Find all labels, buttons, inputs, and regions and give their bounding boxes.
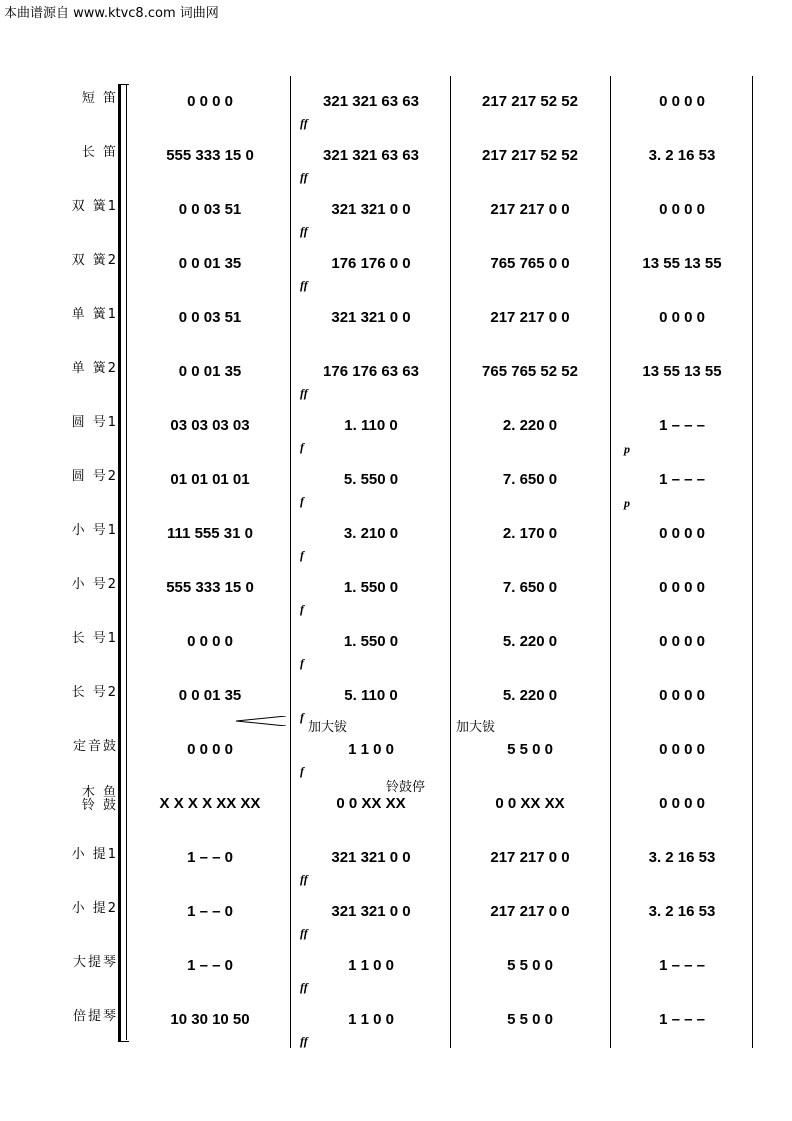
measure: 217 217 0 0 bbox=[490, 308, 570, 326]
barline bbox=[752, 508, 753, 562]
barline bbox=[450, 724, 451, 778]
bell-stop-annotation: 铃鼓停 bbox=[386, 780, 426, 795]
dynamic-mark: f bbox=[300, 602, 304, 616]
barline bbox=[610, 616, 611, 670]
barline bbox=[610, 994, 611, 1048]
measure: 0 0 0 0 bbox=[187, 92, 233, 110]
measure: 0 0 XX XX bbox=[495, 794, 565, 812]
staff-row bbox=[0, 724, 792, 778]
staff-row bbox=[0, 940, 792, 994]
dynamic-mark: ff bbox=[300, 926, 308, 940]
staff-row bbox=[0, 238, 792, 292]
staff-row bbox=[0, 670, 792, 724]
staff-row bbox=[0, 400, 792, 454]
barline bbox=[290, 994, 291, 1048]
barline bbox=[610, 778, 611, 832]
barline bbox=[450, 778, 451, 832]
dynamic-p-2: p bbox=[624, 496, 630, 510]
measure: 0 0 0 0 bbox=[659, 308, 705, 326]
measure: 1 – – – bbox=[659, 956, 705, 974]
barline bbox=[290, 346, 291, 400]
dynamic-mark: ff bbox=[300, 980, 308, 994]
measure: 0 0 0 0 bbox=[659, 740, 705, 758]
measure: 321 321 0 0 bbox=[331, 308, 411, 326]
measure: 5. 220 0 bbox=[502, 632, 558, 650]
barline bbox=[752, 670, 753, 724]
barline bbox=[450, 670, 451, 724]
barline bbox=[610, 238, 611, 292]
measure: 1 – – 0 bbox=[187, 956, 233, 974]
barline bbox=[610, 184, 611, 238]
barline bbox=[610, 670, 611, 724]
barline bbox=[610, 508, 611, 562]
measure: 217 217 0 0 bbox=[490, 848, 570, 866]
measure: 0 0 0 0 bbox=[187, 740, 233, 758]
barline bbox=[610, 724, 611, 778]
dynamic-mark: f bbox=[300, 764, 304, 778]
barline bbox=[290, 454, 291, 508]
measure: 3. 2 16 53 bbox=[648, 902, 716, 920]
measure: 1 1 0 0 bbox=[348, 740, 394, 758]
barline bbox=[610, 400, 611, 454]
barline bbox=[290, 940, 291, 994]
barline bbox=[752, 832, 753, 886]
measure: 0 0 01 35 bbox=[178, 254, 242, 272]
measure: 13 55 13 55 bbox=[642, 362, 722, 380]
barline bbox=[450, 562, 451, 616]
barline bbox=[752, 724, 753, 778]
staff-row bbox=[0, 130, 792, 184]
barline bbox=[610, 76, 611, 130]
dynamic-mark: ff bbox=[300, 224, 308, 238]
measure: 5. 550 0 bbox=[343, 470, 399, 488]
staff-row bbox=[0, 562, 792, 616]
barline bbox=[752, 562, 753, 616]
instrument-label: 双 簧2 bbox=[71, 253, 118, 268]
measure: 1 – – 0 bbox=[187, 902, 233, 920]
barline bbox=[450, 346, 451, 400]
measure: 1 1 0 0 bbox=[348, 1010, 394, 1028]
barline bbox=[290, 778, 291, 832]
barline bbox=[290, 130, 291, 184]
measure: 7. 650 0 bbox=[502, 470, 558, 488]
measure: 765 765 52 52 bbox=[482, 362, 578, 380]
measure: 0 0 0 0 bbox=[659, 200, 705, 218]
measure: 0 0 0 0 bbox=[659, 578, 705, 596]
barline bbox=[290, 238, 291, 292]
instrument-label: 定音鼓 bbox=[72, 739, 118, 754]
barline bbox=[450, 400, 451, 454]
instrument-label: 长 号1 bbox=[71, 631, 118, 646]
instrument-label: 小 提2 bbox=[71, 901, 118, 916]
measure: 321 321 63 63 bbox=[323, 146, 419, 164]
barline bbox=[752, 940, 753, 994]
staff-row bbox=[0, 832, 792, 886]
measure: 176 176 63 63 bbox=[323, 362, 419, 380]
instrument-label: 倍提琴 bbox=[72, 1009, 118, 1024]
barline bbox=[450, 508, 451, 562]
measure: 217 217 0 0 bbox=[490, 902, 570, 920]
barline bbox=[752, 76, 753, 130]
measure: 0 0 XX XX bbox=[336, 794, 406, 812]
measure: 176 176 0 0 bbox=[331, 254, 411, 272]
measure: 1 – – – bbox=[659, 416, 705, 434]
barline bbox=[752, 184, 753, 238]
measure: 5 5 0 0 bbox=[507, 740, 553, 758]
instrument-label: 长 号2 bbox=[71, 685, 118, 700]
instrument-label: 圆 号2 bbox=[71, 469, 118, 484]
dynamic-mark: f bbox=[300, 440, 304, 454]
barline bbox=[450, 832, 451, 886]
measure: 0 0 0 0 bbox=[659, 524, 705, 542]
barline bbox=[752, 994, 753, 1048]
barline bbox=[752, 454, 753, 508]
barline bbox=[450, 76, 451, 130]
measure: 01 01 01 01 bbox=[170, 470, 250, 488]
dynamic-mark: ff bbox=[300, 116, 308, 130]
instrument-label: 小 号1 bbox=[71, 523, 118, 538]
measure: 217 217 0 0 bbox=[490, 200, 570, 218]
barline bbox=[290, 292, 291, 346]
barline bbox=[610, 130, 611, 184]
staff-row bbox=[0, 184, 792, 238]
measure: 217 217 52 52 bbox=[482, 146, 578, 164]
instrument-label: 单 簧1 bbox=[71, 307, 118, 322]
instrument-label: 大提琴 bbox=[72, 955, 118, 970]
barline bbox=[450, 940, 451, 994]
barline bbox=[290, 832, 291, 886]
barline bbox=[752, 130, 753, 184]
barline bbox=[752, 778, 753, 832]
measure: 0 0 0 0 bbox=[659, 92, 705, 110]
barline bbox=[290, 184, 291, 238]
measure: 5 5 0 0 bbox=[507, 1010, 553, 1028]
barline bbox=[450, 886, 451, 940]
measure: 2. 170 0 bbox=[502, 524, 558, 542]
measure: 111 555 31 0 bbox=[167, 524, 253, 542]
measure: 1 1 0 0 bbox=[348, 956, 394, 974]
measure: X X X X XX XX bbox=[159, 794, 261, 812]
staff-row bbox=[0, 994, 792, 1048]
measure: 0 0 0 0 bbox=[659, 632, 705, 650]
instrument-label: 长 笛 bbox=[81, 145, 118, 160]
barline bbox=[290, 562, 291, 616]
staff-row bbox=[0, 292, 792, 346]
dynamic-mark: ff bbox=[300, 170, 308, 184]
measure: 13 55 13 55 bbox=[642, 254, 722, 272]
barline bbox=[290, 400, 291, 454]
barline bbox=[290, 886, 291, 940]
barline bbox=[610, 454, 611, 508]
measure: 10 30 10 50 bbox=[170, 1010, 250, 1028]
barline bbox=[290, 670, 291, 724]
barline bbox=[290, 76, 291, 130]
dynamic-mark: ff bbox=[300, 278, 308, 292]
barline bbox=[450, 454, 451, 508]
staff-row bbox=[0, 346, 792, 400]
dynamic-mark: f bbox=[300, 710, 304, 724]
barline bbox=[290, 616, 291, 670]
barline bbox=[752, 238, 753, 292]
measure: 3. 210 0 bbox=[343, 524, 399, 542]
barline bbox=[752, 616, 753, 670]
barline bbox=[610, 886, 611, 940]
measure: 0 0 01 35 bbox=[178, 686, 242, 704]
instrument-label: 小 号2 bbox=[71, 577, 118, 592]
crescendo-hairpin bbox=[236, 716, 286, 726]
barline bbox=[752, 886, 753, 940]
measure: 555 333 15 0 bbox=[166, 146, 254, 164]
measure: 0 0 03 51 bbox=[178, 200, 242, 218]
dynamic-mark: ff bbox=[300, 1034, 308, 1048]
measure: 5. 110 0 bbox=[344, 686, 398, 704]
instrument-label: 木 鱼 铃 鼓 bbox=[81, 785, 118, 813]
barline bbox=[290, 508, 291, 562]
staff-row bbox=[0, 76, 792, 130]
instrument-label: 短 笛 bbox=[81, 91, 118, 106]
measure: 0 0 0 0 bbox=[659, 794, 705, 812]
measure: 321 321 63 63 bbox=[323, 92, 419, 110]
cymbal-annotation-1: 加大钹 bbox=[308, 720, 348, 735]
measure: 0 0 0 0 bbox=[659, 686, 705, 704]
measure: 0 0 0 0 bbox=[187, 632, 233, 650]
measure: 321 321 0 0 bbox=[331, 902, 411, 920]
watermark-text: 本曲谱源自 www.ktvc8.com 词曲网 bbox=[4, 6, 219, 21]
barline bbox=[610, 292, 611, 346]
instrument-label: 小 提1 bbox=[71, 847, 118, 862]
measure: 3. 2 16 53 bbox=[648, 146, 716, 164]
barline bbox=[610, 562, 611, 616]
staff-row bbox=[0, 454, 792, 508]
barline bbox=[610, 346, 611, 400]
barline bbox=[610, 940, 611, 994]
measure: 03 03 03 03 bbox=[170, 416, 250, 434]
barline bbox=[450, 184, 451, 238]
barline bbox=[752, 400, 753, 454]
measure: 321 321 0 0 bbox=[331, 200, 411, 218]
barline bbox=[450, 616, 451, 670]
barline bbox=[450, 130, 451, 184]
measure: 1. 550 0 bbox=[343, 632, 399, 650]
measure: 1. 110 0 bbox=[344, 416, 398, 434]
dynamic-mark: ff bbox=[300, 386, 308, 400]
measure: 7. 650 0 bbox=[502, 578, 558, 596]
measure: 555 333 15 0 bbox=[166, 578, 254, 596]
staff-row bbox=[0, 508, 792, 562]
barline bbox=[450, 238, 451, 292]
barline bbox=[290, 724, 291, 778]
measure: 2. 220 0 bbox=[502, 416, 558, 434]
barline bbox=[450, 292, 451, 346]
barline bbox=[752, 292, 753, 346]
measure: 321 321 0 0 bbox=[331, 848, 411, 866]
measure: 1 – – 0 bbox=[187, 848, 233, 866]
barline bbox=[610, 832, 611, 886]
instrument-label: 单 簧2 bbox=[71, 361, 118, 376]
instrument-label: 圆 号1 bbox=[71, 415, 118, 430]
dynamic-mark: f bbox=[300, 656, 304, 670]
measure: 765 765 0 0 bbox=[490, 254, 570, 272]
measure: 1 – – – bbox=[659, 1010, 705, 1028]
measure: 3. 2 16 53 bbox=[648, 848, 716, 866]
measure: 0 0 01 35 bbox=[178, 362, 242, 380]
measure: 1 – – – bbox=[659, 470, 705, 488]
dynamic-mark: f bbox=[300, 494, 304, 508]
cymbal-annotation-2: 加大钹 bbox=[456, 720, 496, 735]
dynamic-mark: f bbox=[300, 548, 304, 562]
dynamic-p-1: p bbox=[624, 442, 630, 456]
measure: 5 5 0 0 bbox=[507, 956, 553, 974]
measure: 0 0 03 51 bbox=[178, 308, 242, 326]
barline bbox=[450, 994, 451, 1048]
measure: 217 217 52 52 bbox=[482, 92, 578, 110]
measure: 5. 220 0 bbox=[502, 686, 558, 704]
dynamic-mark: ff bbox=[300, 872, 308, 886]
measure: 1. 550 0 bbox=[343, 578, 399, 596]
barline bbox=[752, 346, 753, 400]
staff-row bbox=[0, 616, 792, 670]
instrument-label: 双 簧1 bbox=[71, 199, 118, 214]
staff-row bbox=[0, 886, 792, 940]
